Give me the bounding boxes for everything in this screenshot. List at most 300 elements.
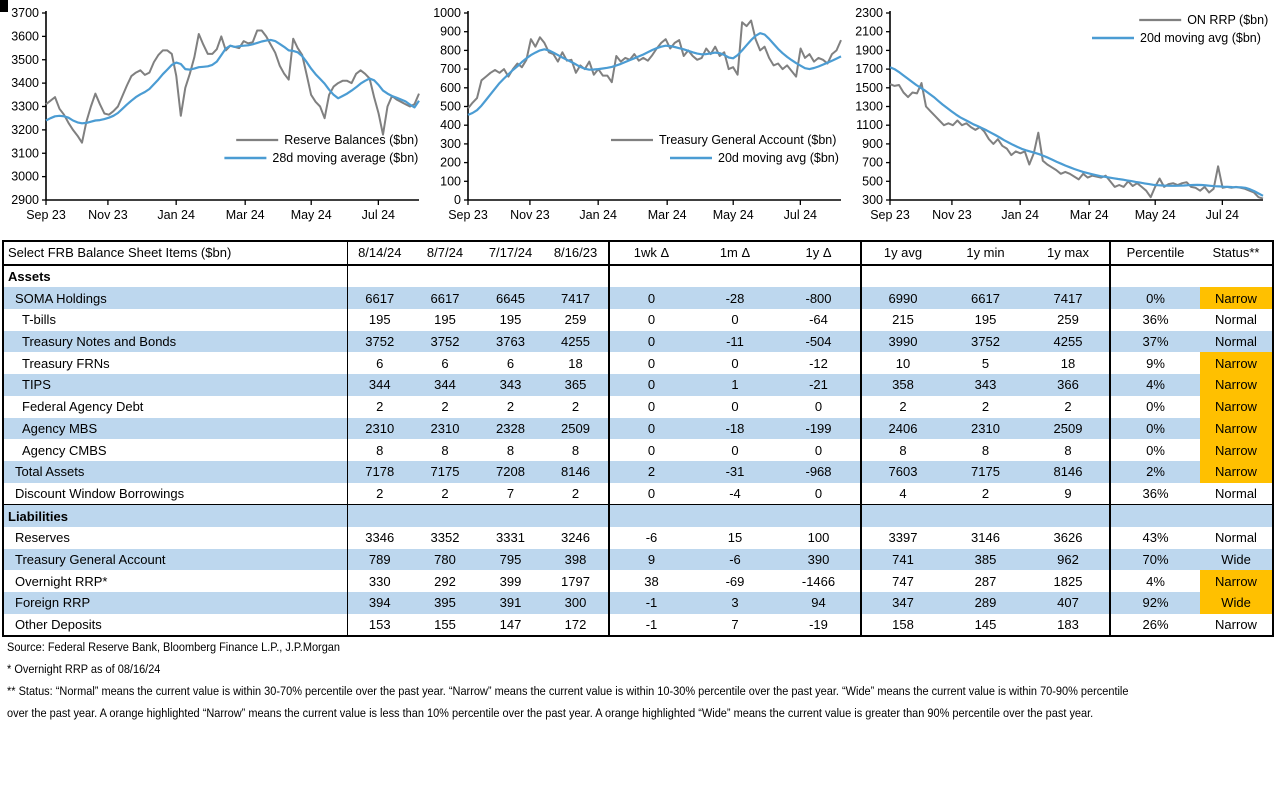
value-cell: 2 (347, 396, 412, 418)
value-cell: 343 (944, 374, 1027, 396)
x-tick-label: Jul 24 (1205, 208, 1240, 222)
table-row (3, 570, 1273, 592)
value-cell: 390 (777, 549, 861, 571)
value-cell: 407 (1027, 592, 1110, 614)
value-cell: -4 (729, 485, 741, 501)
value-cell: 1825 (1053, 573, 1083, 589)
value-cell: 7178 (347, 461, 412, 483)
value-cell: 195 (499, 312, 522, 328)
table-row (3, 396, 1273, 418)
value-cell: 3397 (861, 527, 944, 549)
value-cell: 0 (609, 352, 693, 374)
y-tick-label: 900 (862, 136, 883, 151)
legend (1092, 13, 1268, 45)
value-cell: 287 (974, 573, 997, 589)
y-tick-label: 800 (440, 43, 461, 58)
value-cell: 780 (412, 549, 478, 571)
value-cell: 4255 (1027, 331, 1110, 353)
value-cell (1027, 505, 1110, 527)
legend (611, 133, 839, 165)
column-header: 8/14/24 (347, 241, 412, 265)
column-header: 8/7/24 (412, 241, 478, 265)
value-cell: 2 (981, 399, 990, 415)
value-cell: 4255 (543, 331, 609, 353)
value-cell: 2 (506, 399, 515, 415)
value-cell: -64 (809, 312, 828, 328)
column-header: 1m Δ (693, 241, 777, 265)
value-cell: 8 (571, 442, 580, 458)
value-cell: 158 (861, 614, 944, 637)
y-tick-label: 400 (440, 118, 461, 133)
value-cell: 0 (609, 396, 693, 418)
column-header: 1wk Δ (609, 241, 693, 265)
value-cell: 15 (727, 530, 743, 546)
row-label: Agency MBS (3, 418, 347, 440)
status-badge: Normal (1215, 312, 1257, 328)
value-cell: 2328 (478, 418, 543, 440)
table-row (3, 374, 1273, 396)
value-cell: 358 (861, 374, 944, 396)
value-cell: 195 (347, 309, 412, 331)
y-tick-label: 700 (440, 62, 461, 77)
value-cell: 153 (347, 614, 412, 637)
y-tick-label: 900 (440, 24, 461, 39)
y-tick-label: 3500 (11, 52, 39, 67)
value-cell: 8 (1064, 442, 1072, 458)
value-cell: -11 (693, 331, 777, 353)
legend-label: Treasury General Account ($bn) (659, 133, 837, 147)
value-cell: 6645 (478, 287, 543, 309)
value-cell: 3246 (561, 530, 590, 546)
row-label: Assets (8, 269, 51, 285)
value-cell: 3146 (971, 530, 1000, 546)
y-tick-label: 3100 (11, 146, 39, 161)
table-header-row (3, 241, 1273, 265)
row-label: Other Deposits (15, 617, 102, 633)
value-cell: 3346 (347, 527, 412, 549)
value-cell: 7417 (1027, 287, 1110, 309)
value-cell (693, 505, 777, 527)
value-cell: 9 (1064, 485, 1072, 501)
x-tick-label: Jan 24 (579, 208, 617, 222)
value-cell: 6617 (412, 287, 478, 309)
table-row (3, 331, 1273, 353)
value-cell: 3763 (478, 331, 543, 353)
value-cell: 70% (1110, 549, 1200, 571)
status-badge: Narrow (1200, 418, 1273, 440)
column-header: 8/16/23 (543, 241, 609, 265)
row-label: TIPS (3, 374, 347, 396)
value-cell: 0% (1110, 287, 1200, 309)
value-cell: 7 (506, 485, 515, 501)
status-badge (1200, 265, 1273, 288)
y-tick-label: 1900 (855, 43, 883, 58)
x-tick-label: Nov 23 (932, 208, 972, 222)
row-label: Treasury Notes and Bonds (3, 331, 347, 353)
status-badge: Narrow (1200, 439, 1273, 461)
value-cell: -6 (693, 549, 777, 571)
y-tick-label: 500 (862, 174, 883, 189)
value-cell (777, 265, 861, 288)
value-cell: -1 (609, 592, 693, 614)
value-cell: 1797 (561, 573, 590, 589)
value-cell: 8 (506, 442, 515, 458)
value-cell: 195 (974, 312, 997, 328)
value-cell: 215 (861, 309, 944, 331)
value-cell: 6 (347, 352, 412, 374)
value-cell: 26% (1110, 614, 1200, 637)
value-cell: 7603 (861, 461, 944, 483)
y-tick-label: 3000 (11, 169, 39, 184)
section-row (3, 265, 1273, 288)
y-tick-label: 3700 (11, 6, 39, 20)
value-cell: 741 (861, 549, 944, 571)
value-cell: 6 (441, 355, 449, 371)
value-cell: 0 (609, 439, 693, 461)
value-cell: 259 (564, 312, 587, 328)
value-cell: 398 (543, 549, 609, 571)
value-cell: -800 (777, 287, 861, 309)
value-cell: 2 (1064, 399, 1072, 415)
value-cell: 0% (1110, 396, 1200, 418)
row-label: Agency CMBS (22, 442, 107, 458)
value-cell: 0 (609, 309, 693, 331)
legend-label: ON RRP ($bn) (1187, 13, 1269, 27)
table-row (3, 418, 1273, 440)
column-header: 1y min (944, 241, 1027, 265)
status-badge: Narrow (1200, 570, 1273, 592)
value-cell: 8 (861, 439, 944, 461)
status-badge: Narrow (1200, 352, 1273, 374)
treasury-general-account-chart (428, 2, 850, 236)
y-tick-label: 200 (440, 155, 461, 170)
y-tick-label: 3400 (11, 76, 39, 91)
value-cell (861, 505, 944, 527)
value-cell: 1 (693, 374, 777, 396)
value-cell (478, 505, 543, 527)
value-cell: 0 (731, 355, 739, 371)
value-cell (1110, 505, 1200, 527)
status-badge: Narrow (1200, 461, 1273, 483)
value-cell: 2509 (543, 418, 609, 440)
legend (224, 133, 418, 165)
value-cell: 2 (861, 396, 944, 418)
value-cell: 7175 (412, 461, 478, 483)
y-tick-label: 1000 (433, 6, 461, 20)
value-cell: 330 (347, 570, 412, 592)
value-cell (478, 265, 543, 288)
value-cell: 8146 (1027, 461, 1110, 483)
status-badge (1200, 505, 1273, 527)
value-cell (543, 505, 609, 527)
table-row (3, 592, 1273, 614)
series-line (890, 83, 1263, 199)
x-tick-label: Jan 24 (1001, 208, 1039, 222)
table-row (3, 439, 1273, 461)
value-cell: -6 (609, 527, 693, 549)
value-cell (609, 505, 693, 527)
y-tick-label: 3600 (11, 29, 39, 44)
x-tick-label: Jul 24 (783, 208, 818, 222)
x-tick-label: Jul 24 (361, 208, 396, 222)
value-cell: 18 (568, 355, 583, 371)
x-tick-label: Sep 23 (448, 208, 488, 222)
x-tick-label: Mar 24 (647, 208, 687, 222)
value-cell: 3331 (496, 530, 525, 546)
y-tick-label: 1300 (855, 99, 883, 114)
row-label: Discount Window Borrowings (15, 485, 185, 501)
table-row (3, 352, 1273, 374)
value-cell: 2 (609, 461, 693, 483)
x-tick-label: May 24 (290, 208, 332, 222)
x-tick-label: May 24 (712, 208, 754, 222)
value-cell: 8146 (543, 461, 609, 483)
value-cell (777, 505, 861, 527)
value-cell: 9 (609, 549, 693, 571)
value-cell: 2310 (412, 418, 478, 440)
value-cell: 394 (347, 592, 412, 614)
charts-section (6, 2, 1272, 236)
axes (11, 6, 419, 222)
status-badge: Wide (1200, 549, 1273, 571)
value-cell (944, 505, 1027, 527)
value-cell: 2 (571, 485, 580, 501)
value-cell: 2 (981, 485, 990, 501)
value-cell: 10 (861, 352, 944, 374)
value-cell: 259 (1057, 312, 1079, 328)
value-cell: 292 (434, 573, 456, 589)
value-cell: 4% (1110, 570, 1200, 592)
value-cell: 2310 (347, 418, 412, 440)
y-tick-label: 100 (440, 174, 461, 189)
y-tick-label: 500 (440, 99, 461, 114)
value-cell: 343 (478, 374, 543, 396)
value-cell (412, 505, 478, 527)
value-cell: 0 (609, 374, 693, 396)
column-header: 1y max (1027, 241, 1110, 265)
row-label: T-bills (22, 312, 56, 328)
value-cell: 0 (731, 442, 739, 458)
value-cell: 300 (543, 592, 609, 614)
value-cell: 7175 (944, 461, 1027, 483)
column-header: 1y avg (861, 241, 944, 265)
y-tick-label: 300 (440, 136, 461, 151)
value-cell: 344 (412, 374, 478, 396)
x-tick-label: May 24 (1134, 208, 1176, 222)
table-row (3, 483, 1273, 505)
rrp-footnote: * Overnight RRP as of 08/16/24 (7, 662, 161, 676)
balance-sheet-table (2, 240, 1274, 637)
series-line (890, 67, 1263, 196)
row-label: Overnight RRP* (15, 573, 108, 589)
status-badge: Normal (1200, 331, 1273, 353)
status-badge: Narrow (1200, 287, 1273, 309)
value-cell (347, 505, 412, 527)
value-cell: 962 (1027, 549, 1110, 571)
value-cell: 0 (609, 331, 693, 353)
value-cell: -28 (693, 287, 777, 309)
value-cell: 43% (1110, 527, 1200, 549)
value-cell: 0 (814, 442, 823, 458)
value-cell: 100 (807, 530, 830, 546)
table-row (3, 287, 1273, 309)
row-label: Treasury FRNs (22, 355, 110, 371)
value-cell: 183 (1057, 617, 1079, 633)
value-cell: 395 (412, 592, 478, 614)
value-cell: 7417 (543, 287, 609, 309)
x-tick-label: Mar 24 (1069, 208, 1109, 222)
value-cell: 172 (564, 617, 587, 633)
value-cell: 795 (478, 549, 543, 571)
value-cell: 2 (441, 399, 449, 415)
value-cell (693, 265, 777, 288)
table-row (3, 461, 1273, 483)
table-row (3, 527, 1273, 549)
value-cell: -69 (725, 573, 745, 589)
row-label: Foreign RRP (3, 592, 347, 614)
source-note: Source: Federal Reserve Bank, Bloomberg Finance L.P., J.P.Morgan (7, 640, 341, 654)
value-cell: -1 (609, 614, 693, 637)
value-cell: 8 (981, 442, 990, 458)
row-label: Liabilities (3, 505, 347, 527)
value-cell: 344 (347, 374, 412, 396)
value-cell: 6990 (861, 287, 944, 309)
legend-label: 20d moving avg ($bn) (718, 151, 839, 165)
series-line (468, 21, 841, 109)
value-cell (543, 265, 609, 288)
value-cell: 0 (609, 483, 693, 505)
value-cell: 18 (1060, 355, 1076, 371)
y-tick-label: 700 (862, 155, 883, 170)
status-badge: Normal (1215, 530, 1257, 546)
value-cell (1027, 265, 1110, 288)
value-cell: 2310 (944, 418, 1027, 440)
value-cell: 2 (347, 483, 412, 505)
value-cell: 36% (1110, 309, 1200, 331)
status-badge: Narrow (1200, 374, 1273, 396)
column-header: 1y Δ (777, 241, 861, 265)
table-row (3, 309, 1273, 331)
value-cell: 38 (609, 570, 693, 592)
x-tick-label: Jan 24 (157, 208, 195, 222)
x-tick-label: Sep 23 (26, 208, 66, 222)
value-cell: 2406 (861, 418, 944, 440)
value-cell: -968 (777, 461, 861, 483)
status-badge: Narrow (1215, 617, 1257, 633)
value-cell: 8 (347, 439, 412, 461)
value-cell: 366 (1027, 374, 1110, 396)
on-rrp-chart (850, 2, 1272, 236)
value-cell: 0% (1110, 439, 1200, 461)
value-cell: 2 (571, 399, 580, 415)
value-cell: -1466 (801, 573, 836, 589)
row-label: SOMA Holdings (3, 287, 347, 309)
column-header: 7/17/24 (478, 241, 543, 265)
value-cell (1110, 265, 1200, 288)
x-tick-label: Mar 24 (225, 208, 265, 222)
value-cell: 8 (441, 442, 449, 458)
series-line (468, 33, 841, 115)
value-cell: 36% (1110, 483, 1200, 505)
value-cell: -504 (777, 331, 861, 353)
y-tick-label: 1700 (855, 62, 883, 77)
value-cell: 3752 (412, 331, 478, 353)
value-cell: 3352 (430, 530, 460, 546)
status-footnote-line1: ** Status: “Normal” means the current value is within 30-70% percentile over the past year. “Narrow” means the current value is within 10-30% percentile over the past year. “Wide” means the current value is within 70-90% percentile (7, 684, 1129, 698)
y-tick-label: 600 (440, 80, 461, 95)
value-cell: 0% (1110, 418, 1200, 440)
value-cell: 347 (861, 592, 944, 614)
value-cell: 155 (434, 617, 456, 633)
value-cell: 0 (731, 312, 739, 328)
value-cell: 2509 (1027, 418, 1110, 440)
table-row (3, 614, 1273, 637)
value-cell: 7208 (478, 461, 543, 483)
column-header: Status** (1200, 241, 1273, 265)
footnotes (7, 636, 1275, 724)
value-cell: -21 (777, 374, 861, 396)
value-cell: 0 (731, 399, 739, 415)
value-cell: 4 (861, 483, 944, 505)
status-badge: Normal (1215, 485, 1257, 501)
axes (433, 6, 841, 222)
value-cell: 0 (814, 399, 823, 415)
value-cell: 195 (434, 312, 456, 328)
value-cell (347, 265, 412, 288)
value-cell: 9% (1110, 352, 1200, 374)
y-tick-label: 3200 (11, 122, 39, 137)
row-label: Total Assets (3, 461, 347, 483)
value-cell: 0 (609, 287, 693, 309)
value-cell: 2% (1110, 461, 1200, 483)
status-badge: Wide (1200, 592, 1273, 614)
value-cell: 3626 (1053, 530, 1083, 546)
value-cell: 145 (974, 617, 997, 633)
y-tick-label: 2900 (11, 193, 39, 207)
status-footnote-line2: over the past year. A orange highlighted “Narrow” means the current value is less than 10% percentile over the past year. A orange highlighted “Wide” means the current value is greater than 90% percentile over the past year. (7, 706, 1094, 720)
value-cell (609, 265, 693, 288)
y-tick-label: 2100 (855, 24, 883, 39)
y-tick-label: 1500 (855, 80, 883, 95)
value-cell: 4% (1110, 374, 1200, 396)
value-cell: 399 (499, 573, 522, 589)
value-cell: 6617 (944, 287, 1027, 309)
value-cell: 391 (478, 592, 543, 614)
y-tick-label: 2300 (855, 6, 883, 20)
value-cell: -12 (809, 355, 828, 371)
value-cell (861, 265, 944, 288)
value-cell (412, 265, 478, 288)
value-cell: -31 (693, 461, 777, 483)
value-cell: 94 (777, 592, 861, 614)
x-tick-label: Sep 23 (870, 208, 910, 222)
value-cell: 147 (499, 617, 522, 633)
value-cell: 289 (944, 592, 1027, 614)
status-badge: Narrow (1200, 396, 1273, 418)
value-cell: 3990 (861, 331, 944, 353)
value-cell: 3752 (347, 331, 412, 353)
value-cell: 789 (347, 549, 412, 571)
y-tick-label: 1100 (856, 118, 883, 133)
row-label: Federal Agency Debt (22, 399, 144, 415)
value-cell (944, 265, 1027, 288)
y-tick-label: 0 (454, 193, 461, 207)
value-cell: -19 (809, 617, 828, 633)
value-cell: 0 (609, 418, 693, 440)
value-cell: 92% (1110, 592, 1200, 614)
y-tick-label: 3300 (11, 99, 39, 114)
y-tick-label: 300 (862, 193, 883, 207)
